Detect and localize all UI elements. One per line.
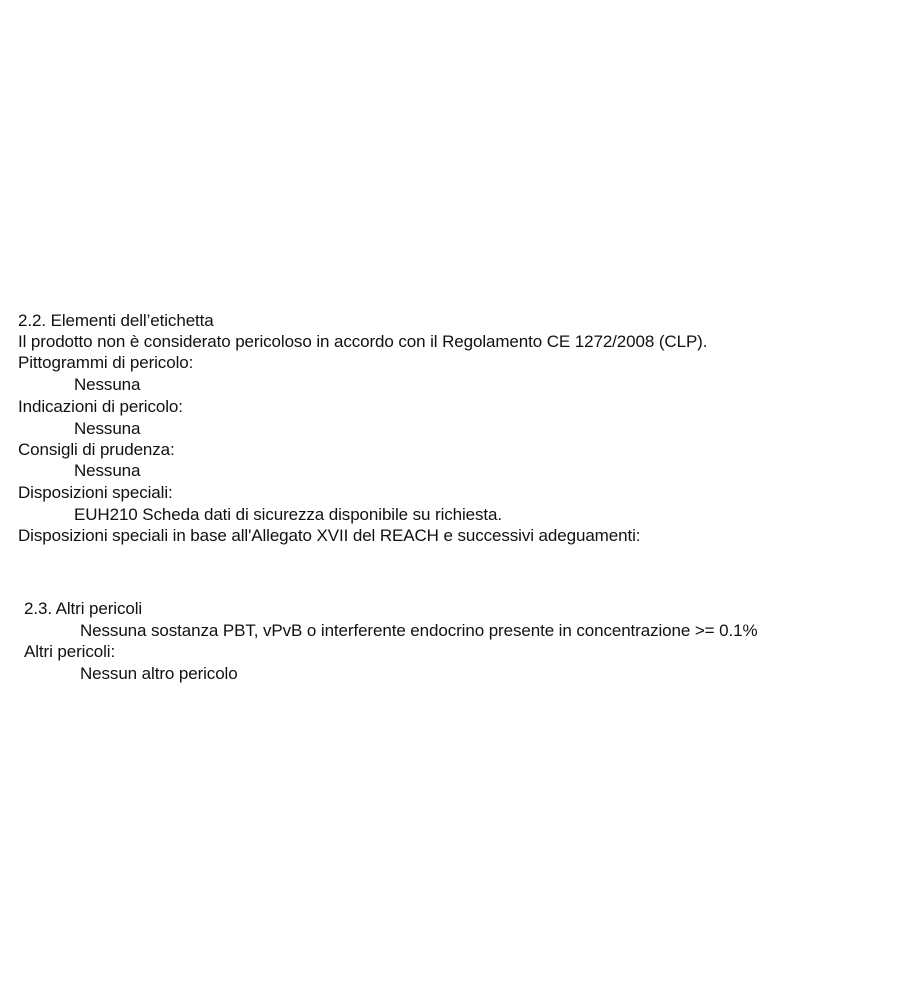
pictograms-label: Pittogrammi di pericolo: (18, 353, 194, 372)
hazard-statements-label: Indicazioni di pericolo: (18, 397, 183, 416)
special-provisions-value: EUH210 Scheda dati di sicurezza disponibile su richiesta. (74, 505, 503, 524)
classification-statement: Il prodotto non è considerato pericoloso in accordo con il Regolamento CE 1272/2008 (CLP). (18, 332, 708, 351)
pictograms-value: Nessuna (74, 375, 141, 394)
section-heading-2-3: 2.3. Altri pericoli (24, 599, 143, 618)
special-provisions-label: Disposizioni speciali: (18, 483, 173, 502)
reach-provisions-label: Disposizioni speciali in base all'Allegato XVII del REACH e successivi adeguamenti: (18, 526, 641, 545)
precautionary-label: Consigli di prudenza: (18, 440, 175, 459)
other-hazards-value: Nessun altro pericolo (80, 664, 238, 683)
section-heading-2-2: 2.2. Elementi dell’etichetta (18, 311, 214, 330)
precautionary-value: Nessuna (74, 461, 141, 480)
pbt-statement: Nessuna sostanza PBT, vPvB o interferente endocrino presente in concentrazione >= 0.1% (80, 621, 758, 640)
other-hazards-label: Altri pericoli: (24, 642, 116, 661)
hazard-statements-value: Nessuna (74, 419, 141, 438)
